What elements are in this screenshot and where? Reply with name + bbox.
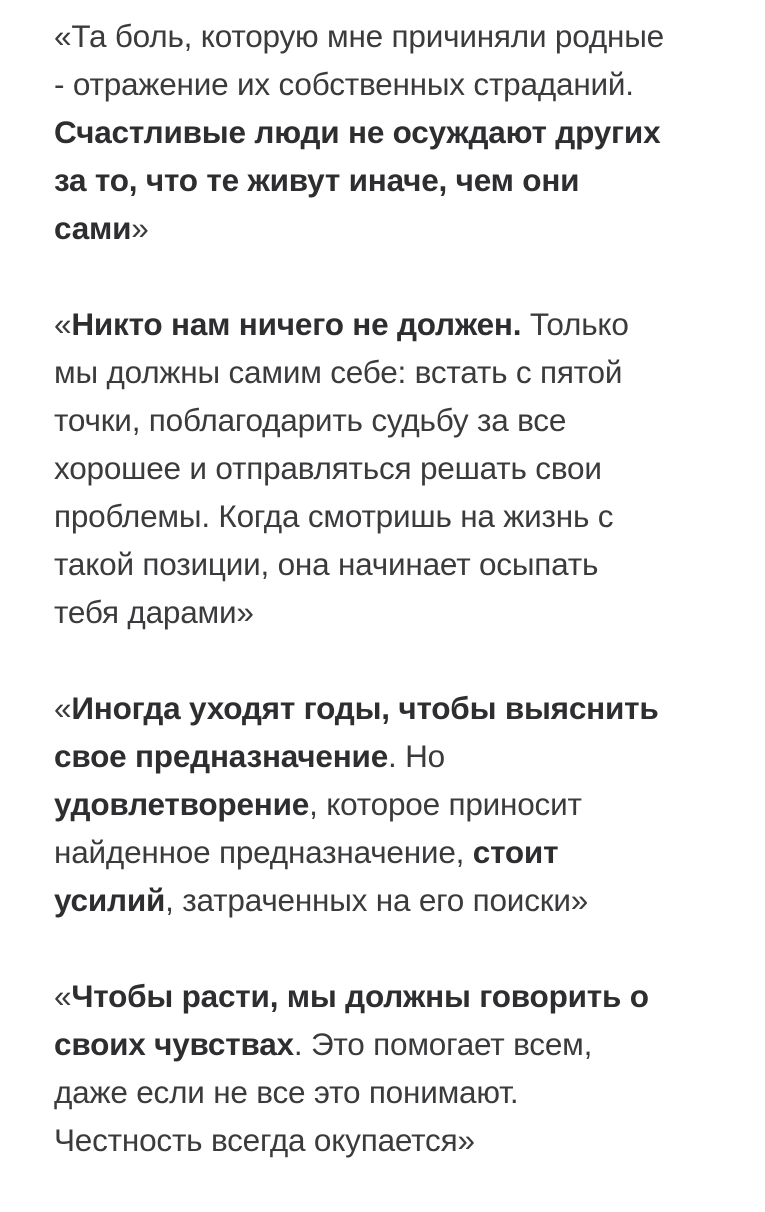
bold-text-segment: свое предназначение (54, 738, 389, 774)
quote-paragraph (54, 972, 754, 1164)
text-line (54, 156, 754, 204)
text-segment: Только (521, 306, 629, 342)
bold-text-segment: Счастливые люди не осуждают других (54, 114, 661, 150)
text-line (54, 1116, 754, 1164)
text-segment: найденное предназначение, (54, 834, 473, 870)
quotes-list (54, 12, 754, 1164)
text-line (54, 1020, 754, 1068)
bold-text-segment: удовлетворение (54, 786, 310, 822)
quote-paragraph (54, 12, 754, 252)
text-line (54, 12, 754, 60)
text-segment: . Но (388, 738, 446, 774)
bold-text-segment: стоит (472, 834, 559, 870)
bold-text-segment: сами (54, 210, 132, 246)
text-line (54, 876, 754, 924)
text-segment: Честность всегда окупается» (54, 1122, 475, 1158)
text-segment: хорошее и отправляться решать свои (54, 450, 602, 486)
text-segment: - отражение их собственных страданий. (54, 66, 634, 102)
text-line (54, 1068, 754, 1116)
text-line (54, 348, 754, 396)
text-segment: «Та боль, которую мне причиняли родные (54, 18, 664, 54)
text-segment: даже если не все это понимают. (54, 1074, 519, 1110)
text-segment: . Это помогает всем, (293, 1026, 593, 1062)
text-segment: , которое приносит (309, 786, 582, 822)
text-line (54, 300, 754, 348)
bold-text-segment: своих чувствах (54, 1026, 294, 1062)
text-line (54, 588, 754, 636)
text-segment: тебя дарами» (54, 594, 254, 630)
bold-text-segment: усилий (54, 882, 166, 918)
quote-paragraph (54, 300, 754, 636)
text-line (54, 972, 754, 1020)
text-segment: точки, поблагодарить судьбу за все (54, 402, 567, 438)
text-line (54, 108, 754, 156)
bold-text-segment: Иногда уходят годы, чтобы выяснить (71, 690, 659, 726)
text-segment: мы должны самим себе: встать с пятой (54, 354, 623, 390)
text-line (54, 492, 754, 540)
text-segment: « (54, 690, 72, 726)
bold-text-segment: за то, что те живут иначе, чем они (54, 162, 580, 198)
text-line (54, 540, 754, 588)
text-line (54, 828, 754, 876)
quote-paragraph (54, 684, 754, 924)
bold-text-segment: Чтобы расти, мы должны говорить о (71, 978, 649, 1014)
text-segment: « (54, 978, 72, 1014)
quotes-document (54, 12, 754, 1212)
text-line (54, 732, 754, 780)
text-line (54, 204, 754, 252)
text-line (54, 780, 754, 828)
text-line (54, 396, 754, 444)
text-segment: , затраченных на его поиски» (165, 882, 589, 918)
text-line (54, 60, 754, 108)
text-segment: такой позиции, она начинает осыпать (54, 546, 599, 582)
text-segment: « (54, 306, 72, 342)
text-line (54, 444, 754, 492)
text-segment: проблемы. Когда смотришь на жизнь с (54, 498, 614, 534)
bold-text-segment: Никто нам ничего не должен. (71, 306, 522, 342)
text-line (54, 684, 754, 732)
text-segment: » (131, 210, 149, 246)
